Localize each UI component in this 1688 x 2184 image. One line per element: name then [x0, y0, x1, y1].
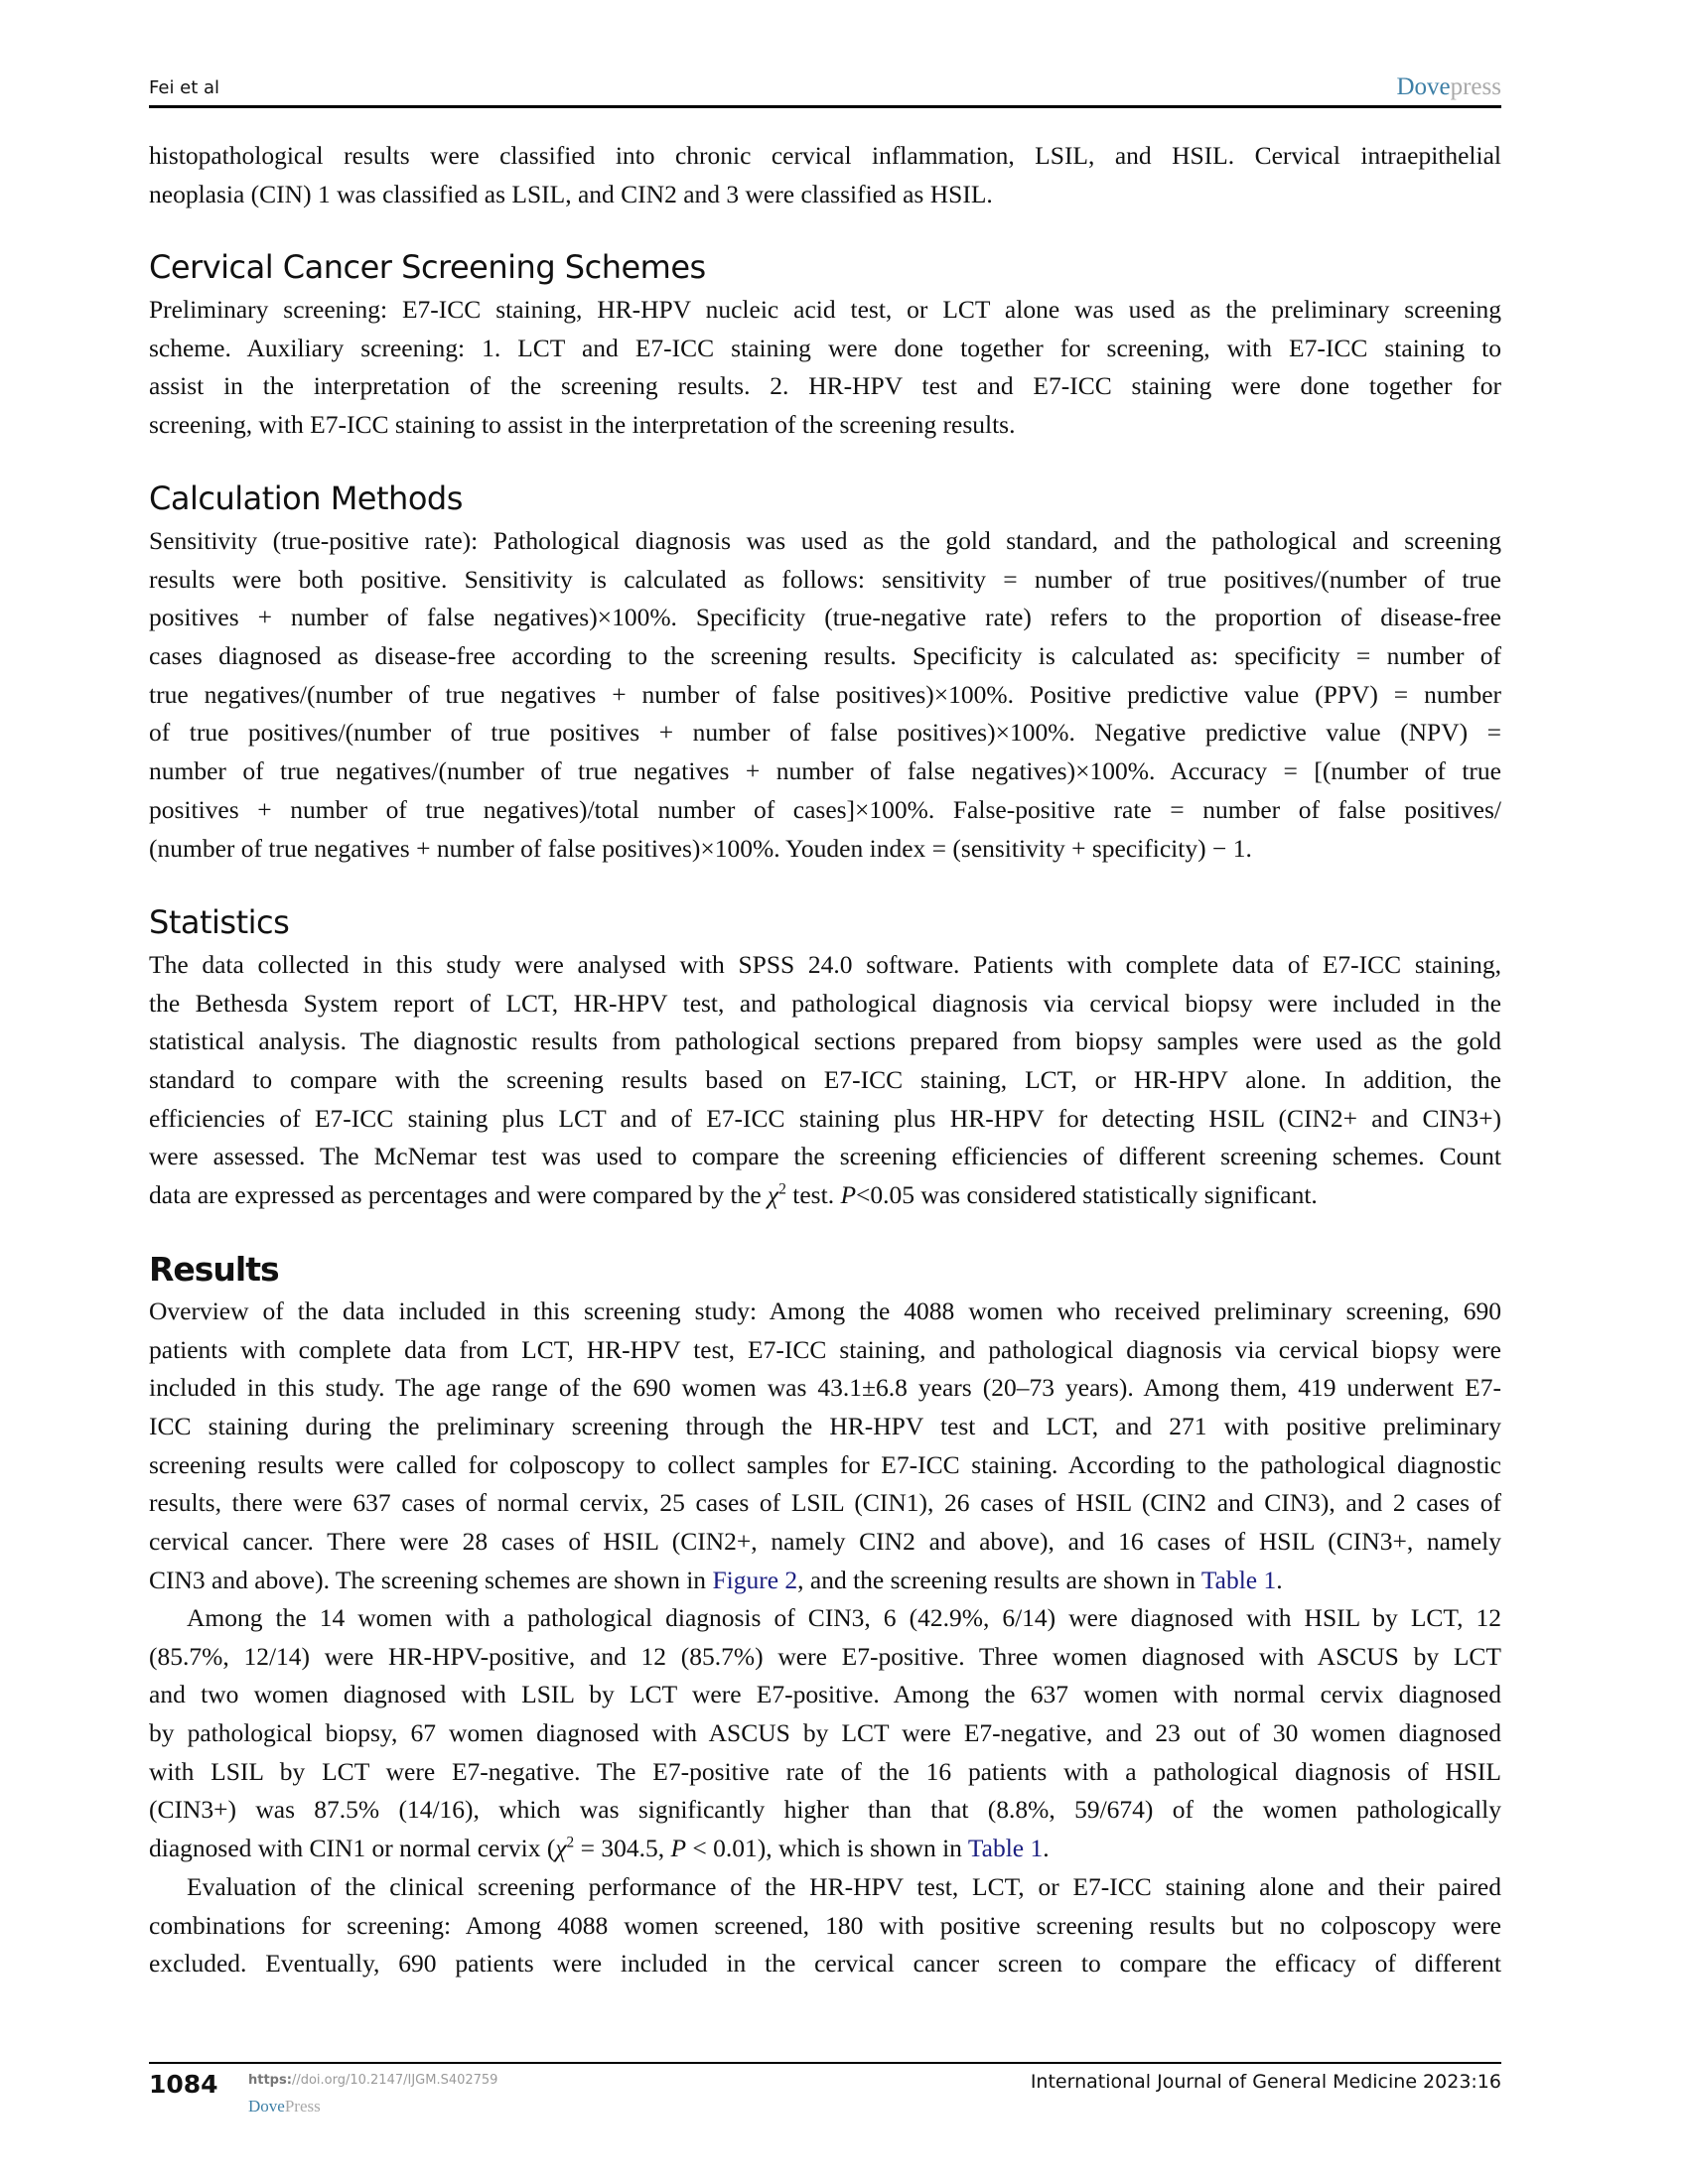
- text-line: [149, 1176, 1501, 1215]
- text-line: combinations for screening: Among 4088 women screened, 180 with positive screening results but no colposcopy were: [149, 1910, 1501, 1940]
- text-line: The data collected in this study were analysed with SPSS 24.0 software. Patients with complete data of E7-ICC staining,: [149, 950, 1501, 979]
- results-paragraph-1: [149, 1293, 1501, 1600]
- text-fragment: diagnosed with CIN1 or normal cervix (: [149, 1834, 556, 1863]
- table-1-link[interactable]: Table 1: [1200, 1565, 1277, 1594]
- calculation-paragraph: [149, 522, 1501, 868]
- text-line: included in this study. The age range of the 690 women was 43.1±6.8 years (20–73 years). Among them, 419 underwent E7-: [149, 1373, 1501, 1403]
- doi-prefix: https:: [248, 2073, 292, 2088]
- footer-rule: [149, 2062, 1501, 2064]
- text-line: by pathological biopsy, 67 women diagnosed with ASCUS by LCT were E7-negative, and 23 out of 30 women diagnosed: [149, 1718, 1501, 1748]
- doi-path: //doi.org/10.2147/IJGM.S402759: [291, 2073, 498, 2088]
- text-line: (85.7%, 12/14) were HR-HPV-positive, and 12 (85.7%) were E7-positive. Three women diagnosed with ASCUS by LCT: [149, 1641, 1501, 1671]
- text-line: statistical analysis. The diagnostic results from pathological sections prepared from biopsy samples were used as the gold: [149, 1026, 1501, 1056]
- intro-paragraph: [149, 137, 1501, 213]
- text-line: ICC staining during the preliminary screening through the HR-HPV test and LCT, and 271 with positive preliminary: [149, 1412, 1501, 1441]
- logo-dove-text: Dove: [248, 2097, 285, 2116]
- text-fragment: data are expressed as percentages and were compared by the: [149, 1180, 769, 1210]
- text-fragment: , and the screening results are shown in: [797, 1565, 1201, 1594]
- text-fragment: CIN3 and above). The screening schemes are shown in: [149, 1565, 713, 1594]
- text-line: positives + number of true negatives)/total number of cases]×100%. False-positive rate = number of false positives/: [149, 794, 1501, 824]
- running-head: [149, 73, 1501, 103]
- text-line: with LSIL by LCT were E7-negative. The E7-positive rate of the 16 patients with a pathological diagnosis of HSIL: [149, 1756, 1501, 1786]
- text-line: Evaluation of the clinical screening performance of the HR-HPV test, LCT, or E7-ICC staining alone and their paired: [187, 1872, 1501, 1901]
- section-heading-screening-schemes: Cervical Cancer Screening Schemes: [149, 248, 706, 286]
- superscript: 2: [778, 1180, 786, 1198]
- section-heading-statistics: Statistics: [149, 903, 290, 941]
- text-line: cases diagnosed as disease-free according to the screening results. Specificity is calculated as: specificity = number of: [149, 641, 1501, 671]
- text-line: of true positives/(number of true positives + number of false positives)×100%. Negative predictive value (NPV) =: [149, 718, 1501, 748]
- text-fragment: .: [1043, 1834, 1050, 1863]
- text-line: (number of true negatives + number of false positives)×100%. Youden index = (sensitivity + specificity) − 1.: [149, 833, 1252, 863]
- table-1-link[interactable]: Table 1: [967, 1834, 1044, 1863]
- text-fragment: = 304.5,: [574, 1834, 671, 1863]
- text-fragment: test.: [785, 1180, 841, 1210]
- text-line: positives + number of false negatives)×100%. Specificity (true-negative rate) refers to the proportion of disease-free: [149, 603, 1501, 632]
- doi-link[interactable]: [248, 2073, 497, 2088]
- text-line: [149, 1830, 1501, 1868]
- text-line: number of true negatives/(number of true negatives + number of false negatives)×100%. Accuracy = [(number of true: [149, 756, 1501, 786]
- chi-symbol: χ: [768, 1180, 779, 1210]
- footer-dovepress-logo[interactable]: [248, 2097, 321, 2116]
- text-line: efficiencies of E7-ICC staining plus LCT and of E7-ICC staining plus HR-HPV for detecting HSIL (CIN2+ and CIN3+): [149, 1103, 1501, 1133]
- text-line: Among the 14 women with a pathological diagnosis of CIN3, 6 (42.9%, 6/14) were diagnosed with HSIL by LCT, 12: [187, 1603, 1501, 1632]
- p-symbol: P: [840, 1180, 857, 1210]
- text-line: scheme. Auxiliary screening: 1. LCT and E7-ICC staining were done together for screening, with E7-ICC staining to: [149, 333, 1501, 362]
- text-fragment: < 0.01), which is shown in: [686, 1834, 968, 1863]
- results-paragraph-3: [149, 1868, 1501, 1983]
- statistics-paragraph: [149, 946, 1501, 1215]
- text-line: cervical cancer. There were 28 cases of HSIL (CIN2+, namely CIN2 and above), and 16 cases of HSIL (CIN3+, namely: [149, 1527, 1501, 1557]
- text-line: excluded. Eventually, 690 patients were included in the cervical cancer screen to compare the efficacy of different: [149, 1949, 1501, 1979]
- text-line: screening, with E7-ICC staining to assist in the interpretation of the screening results.: [149, 410, 1016, 440]
- section-heading-results: Results: [149, 1250, 279, 1289]
- section-heading-calculation-methods: Calculation Methods: [149, 479, 463, 517]
- text-line: results were both positive. Sensitivity is calculated as follows: sensitivity = number of true positives/(number of true: [149, 564, 1501, 594]
- header-rule: [149, 105, 1501, 108]
- text-fragment: <0.05 was considered statistically significant.: [856, 1180, 1318, 1210]
- text-line: histopathological results were classified into chronic cervical inflammation, LSIL, and HSIL. Cervical intraepithelial: [149, 141, 1501, 170]
- text-line: and two women diagnosed with LSIL by LCT were E7-positive. Among the 637 women with normal cervix diagnosed: [149, 1680, 1501, 1709]
- figure-2-link[interactable]: Figure 2: [712, 1565, 798, 1594]
- text-line: Sensitivity (true-positive rate): Pathological diagnosis was used as the gold standard, and the pathological and screening: [149, 526, 1501, 555]
- text-line: standard to compare with the screening results based on E7-ICC staining, LCT, or HR-HPV alone. In addition, the: [149, 1065, 1501, 1095]
- text-line: Overview of the data included in this screening study: Among the 4088 women who received preliminary screening, 690: [149, 1297, 1501, 1325]
- text-line: screening results were called for colposcopy to collect samples for E7-ICC staining. According to the pathological diagnostic: [149, 1449, 1501, 1479]
- text-line: results, there were 637 cases of normal cervix, 25 cases of LSIL (CIN1), 26 cases of HSIL (CIN2 and CIN3), and 2 cases of: [149, 1488, 1501, 1518]
- p-symbol: P: [670, 1834, 687, 1863]
- logo-press-text: press: [1450, 73, 1501, 100]
- text-line: assist in the interpretation of the screening results. 2. HR-HPV test and E7-ICC staining were done together for: [149, 371, 1501, 401]
- screening-paragraph: [149, 291, 1501, 445]
- chi-symbol: χ: [555, 1834, 567, 1863]
- journal-citation: International Journal of General Medicine 2023:16: [1030, 2071, 1501, 2093]
- results-paragraph-2: [149, 1599, 1501, 1868]
- dovepress-logo[interactable]: [1396, 73, 1501, 101]
- logo-press-text: Press: [284, 2097, 321, 2116]
- text-line: the Bethesda System report of LCT, HR-HPV test, and pathological diagnosis via cervical biopsy were included in the: [149, 988, 1501, 1018]
- running-head-author: Fei et al: [149, 77, 220, 98]
- text-fragment: .: [1276, 1565, 1283, 1594]
- text-line: were assessed. The McNemar test was used to compare the screening efficiencies of different screening schemes. Count: [149, 1142, 1501, 1171]
- superscript: 2: [566, 1834, 575, 1851]
- text-line: neoplasia (CIN) 1 was classified as LSIL, and CIN2 and 3 were classified as HSIL.: [149, 179, 993, 208]
- page-number: 1084: [149, 2070, 218, 2099]
- text-line: true negatives/(number of true negatives + number of false positives)×100%. Positive predictive value (PPV) = number: [149, 679, 1501, 709]
- logo-dove-text: Dove: [1396, 73, 1451, 100]
- text-line: patients with complete data from LCT, HR-HPV test, E7-ICC staining, and pathological diagnosis via cervical biopsy were: [149, 1334, 1501, 1364]
- text-line: Preliminary screening: E7-ICC staining, HR-HPV nucleic acid test, or LCT alone was used as the preliminary screening: [149, 295, 1501, 324]
- text-line: (CIN3+) was 87.5% (14/16), which was significantly higher than that (8.8%, 59/674) of the women pathologically: [149, 1795, 1501, 1825]
- text-line: [149, 1562, 1501, 1600]
